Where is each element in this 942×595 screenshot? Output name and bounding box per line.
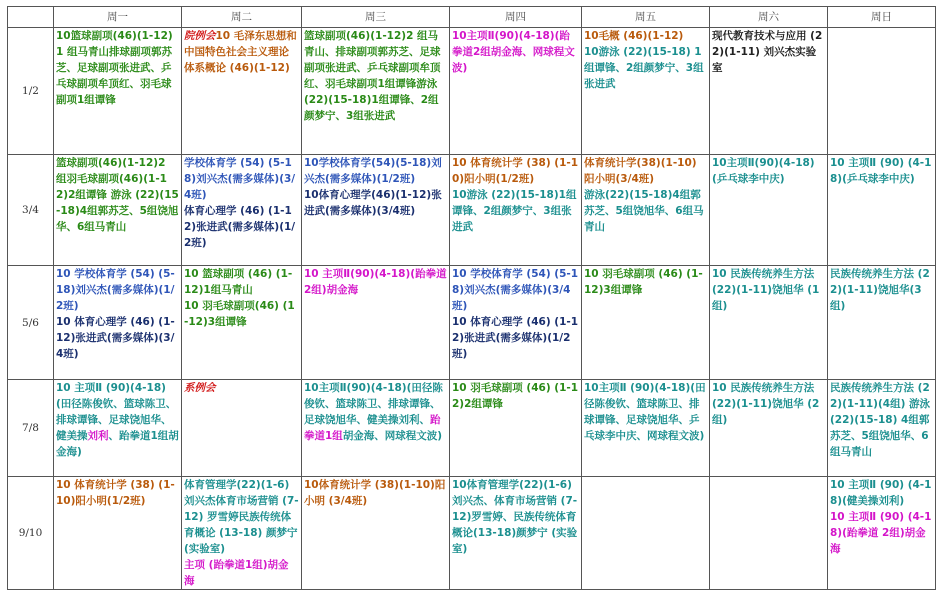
course-timetable (7, 6, 936, 590)
timetable-row (8, 266, 936, 379)
course-entry: 10 体育统计学 (38) (1-10)阳小明(1/2班) (56, 478, 175, 507)
course-entry: 游泳(22)(15-18)4组郭苏芝、5组饶旭华、6组马青山 (584, 189, 704, 234)
header-day-sat: 周六 (710, 7, 828, 28)
cell-fri (582, 379, 710, 476)
cell-mon (54, 155, 182, 266)
cell-mon (54, 266, 182, 379)
cell-thu (450, 155, 582, 266)
cell-sun (828, 155, 936, 266)
cell-fri (582, 476, 710, 589)
timetable-header (8, 7, 936, 28)
course-entry: 10 体育心理学 (46) (1-12)张进武(需多媒体)(3/4班) (56, 316, 175, 361)
course-entry: 10 民族传统养生方法 (22)(1-11)饶旭华 (2组) (712, 381, 820, 426)
course-entry: 10 羽毛球副项(46) (1-12)3组谭锋 (184, 300, 295, 329)
course-entry: 10 民族传统养生方法 (22)(1-11)饶旭华 (1组) (712, 268, 820, 313)
course-entry: 10体育统计学 (38)(1-10)阳小明 (3/4班) (304, 478, 446, 507)
cell-wed (302, 28, 450, 155)
course-entry: 10体育管理学(22)(1-6)刘兴杰、体育市场营销 (7-12)罗雪婷、民族传统体育概论(13-18)颜梦宁 (实验室) (452, 478, 578, 555)
period-label: 3/4 (8, 155, 54, 266)
cell-sat (710, 28, 828, 155)
course-entry: 10 主项Ⅱ (90) (4-18)(跆拳道 2组)胡金海 (830, 510, 932, 555)
cell-mon (54, 379, 182, 476)
cell-mon (54, 28, 182, 155)
course-entry: 10体育心理学(46)(1-12)张进武(需多媒体)(3/4班) (304, 189, 442, 218)
course-entry: 篮球副项(46)(1-12)2 组羽毛球副项(46)(1-12)2组谭锋 游泳 (22)(15-18)4组郭苏芝、5组饶旭华、6组马青山 (56, 157, 179, 234)
header-day-fri: 周五 (582, 7, 710, 28)
cell-sat (710, 379, 828, 476)
course-entry: 主项 (跆拳道1组)胡金海 (184, 558, 289, 587)
course-entry: 10 毛泽东思想和中国特色社会主义理论体系概论 (46)(1-12) (184, 30, 297, 74)
course-entry: 民族传统养生方法 (22)(1-11)饶旭华(3组) (830, 268, 930, 313)
course-entry: 胡金海、网球程文波) (342, 429, 443, 442)
course-entry: 10主项Ⅱ(90)(4-18)(乒乓球李中庆) (712, 157, 815, 186)
header-corner (8, 7, 54, 28)
cell-sat (710, 266, 828, 379)
course-entry: 10主项Ⅱ(90)(4-18)(跆拳道2组胡金海、网球程文波) (452, 30, 575, 74)
cell-wed (302, 476, 450, 589)
course-entry: 10 主项Ⅱ(90)(4-18)(跆拳道2组)胡金海 (304, 268, 447, 297)
cell-fri (582, 28, 710, 155)
cell-mon (54, 476, 182, 589)
course-entry: 现代教育技术与应用 (22)(1-11) 刘兴杰实验室 (712, 30, 823, 74)
period-label: 9/10 (8, 476, 54, 589)
header-day-sun: 周日 (828, 7, 936, 28)
course-entry: 体育心理学 (46) (1-12)张进武(需多媒体)(1/2班) (184, 205, 296, 250)
cell-thu (450, 266, 582, 379)
course-entry: 10毛概 (46)(1-12) (584, 30, 684, 42)
course-entry: 系例会 (184, 381, 216, 394)
course-entry: 10主项Ⅱ (90)(4-18)(田径陈俊钦、篮球陈卫、排球谭锋、足球饶旭华、乒乓球李中庆、网球程文波) (584, 381, 706, 442)
header-day-mon: 周一 (54, 7, 182, 28)
header-day-thu: 周四 (450, 7, 582, 28)
course-entry: 10 学校体育学 (54) (5-18)刘兴杰(需多媒体)(3/4班) (452, 268, 579, 313)
course-entry: 学校体育学 (54) (5-18)刘兴杰(需多媒体)(3/4班) (184, 157, 296, 202)
cell-tue (182, 476, 302, 589)
course-entry: 刘利 (87, 429, 109, 442)
course-entry: 10 体育心理学 (46) (1-12)张进武(需多媒体)(1/2班) (452, 316, 579, 361)
timetable-row (8, 28, 936, 155)
course-entry: 10 学校体育学 (54) (5-18)刘兴杰(需多媒体)(1/2班) (56, 268, 175, 313)
timetable-row (8, 476, 936, 589)
course-entry: 10篮球副项(46)(1-12)1 组马青山排球副项郭苏芝、足球副项张进武、乒乓球副项牟顶红、羽毛球副项1组谭锋 (56, 30, 173, 106)
course-entry: 10 羽毛球副项 (46) (1-12)3组谭锋 (584, 268, 703, 297)
timetable-row (8, 155, 936, 266)
period-label: 7/8 (8, 379, 54, 476)
course-entry: 10游泳 (22)(15-18) 1组谭锋、2组颜梦宁、3组张进武 (584, 46, 704, 90)
course-entry: 10 羽毛球副项 (46) (1-12)2组谭锋 (452, 381, 579, 410)
course-entry: 10游泳 (22)(15-18)1组谭锋、2组颜梦宁、3组张进武 (452, 189, 577, 234)
course-entry: 民族传统养生方法 (22)(1-11)(4组) 游泳 (22)(15-18) 4组郭苏芝、5组饶旭华、6组马青山 (830, 381, 931, 458)
cell-wed (302, 266, 450, 379)
header-day-wed: 周三 (302, 7, 450, 28)
cell-sun (828, 476, 936, 589)
cell-tue (182, 155, 302, 266)
course-entry: 10学校体育学(54)(5-18)刘兴杰(需多媒体)(1/2班) (304, 157, 442, 186)
course-entry: 跆拳道1组 (304, 413, 441, 442)
cell-thu (450, 379, 582, 476)
course-entry: 10 主项Ⅱ (90) (4-18)(健美操刘利) (830, 478, 932, 507)
course-entry: 院例会 (184, 30, 216, 42)
course-entry: 10 主项Ⅱ (90) (4-18)(乒乓球李中庆) (830, 157, 932, 186)
course-entry: 、跆拳道1组胡金海) (56, 429, 179, 458)
cell-sat (710, 155, 828, 266)
course-entry: 篮球副项(46)(1-12)2 组马青山、排球副项郭苏芝、足球副项张进武、乒乓球副项牟顶红、羽毛球副项1组谭锋游泳(22)(15-18)1组谭锋、2组颜梦宁、3组张进武 (304, 30, 441, 122)
cell-wed (302, 379, 450, 476)
timetable-row (8, 379, 936, 476)
cell-thu (450, 476, 582, 589)
cell-fri (582, 266, 710, 379)
header-day-tue: 周二 (182, 7, 302, 28)
period-label: 1/2 (8, 28, 54, 155)
course-entry: 10主项Ⅱ(90)(4-18)(田径陈俊钦、篮球陈卫、排球谭锋、足球饶旭华、健美操刘利、 (304, 381, 443, 426)
period-label: 5/6 (8, 266, 54, 379)
cell-thu (450, 28, 582, 155)
cell-sat (710, 476, 828, 589)
cell-sun (828, 379, 936, 476)
course-entry: 10 体育统计学 (38) (1-10)阳小明(1/2班) (452, 157, 579, 186)
cell-wed (302, 155, 450, 266)
cell-tue (182, 28, 302, 155)
course-entry: 10 篮球副项 (46) (1-12)1组马青山 (184, 268, 293, 297)
cell-tue (182, 266, 302, 379)
cell-tue (182, 379, 302, 476)
cell-sun (828, 266, 936, 379)
course-entry: 体育管理学(22)(1-6)刘兴杰体育市场营销 (7-12) 罗雪婷民族传统体育概论 (13-18) 颜梦宁 (实验室) (184, 478, 299, 555)
course-entry: 10 主项Ⅱ (90)(4-18)(田径陈俊钦、篮球陈卫、排球谭锋、足球饶旭华、健美操 (56, 381, 177, 442)
course-entry: 体育统计学(38)(1-10)阳小明(3/4班) (584, 157, 697, 186)
cell-sun (828, 28, 936, 155)
header-row (8, 7, 936, 28)
cell-fri (582, 155, 710, 266)
timetable-body (8, 28, 936, 590)
